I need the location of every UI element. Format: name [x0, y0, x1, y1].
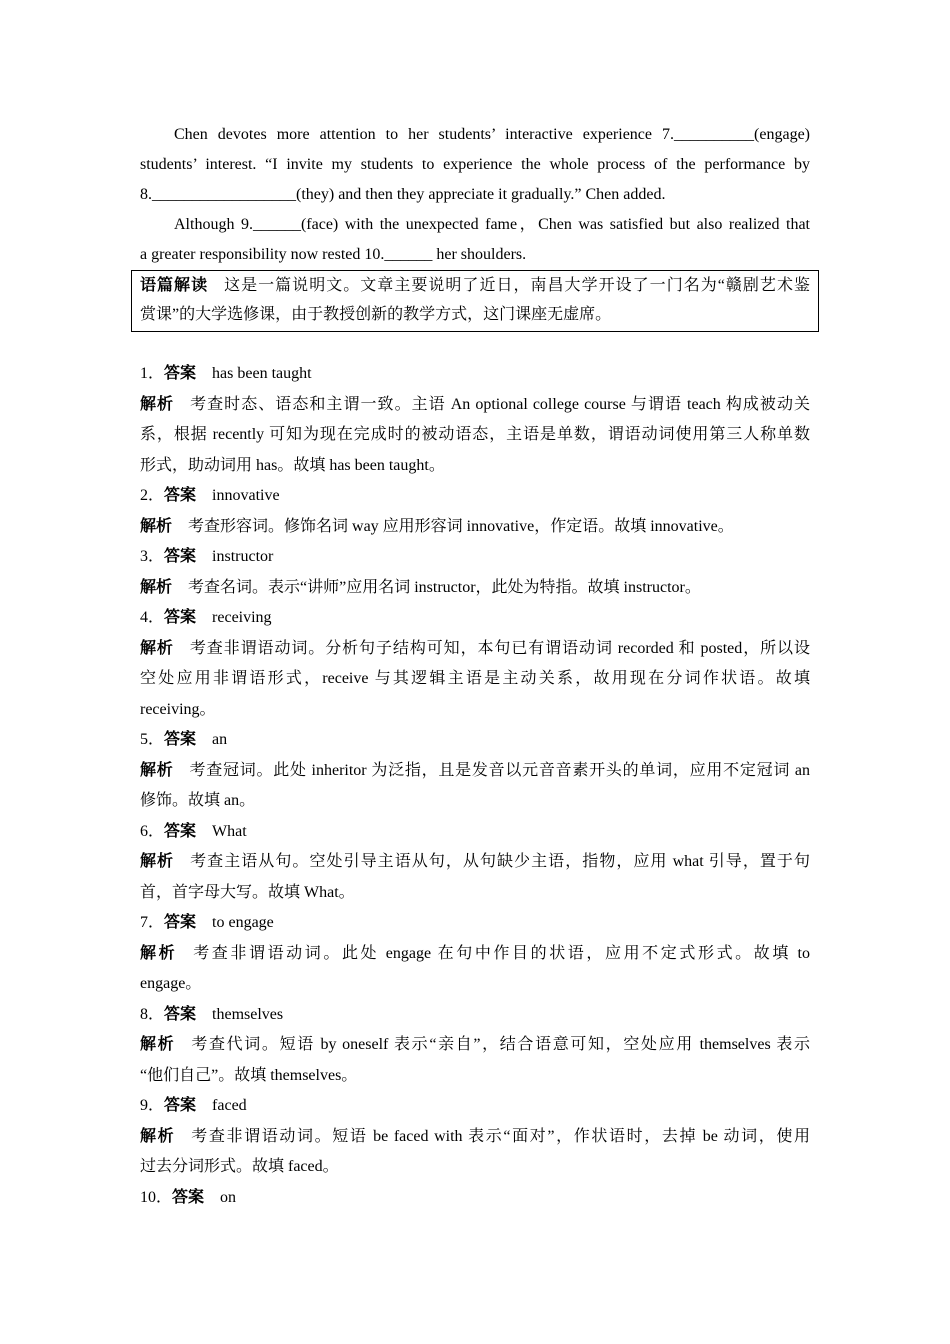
analysis-text: 考查非谓语动词。分析句子结构可知，本句已有谓语动词 recorded 和 posted，所以设: [189, 639, 810, 657]
answer-number: 2．: [140, 487, 165, 504]
analysis-line: [140, 512, 810, 543]
answer-item: [140, 603, 810, 725]
answer-item: [140, 1183, 810, 1214]
answer-line: [140, 1000, 810, 1031]
answer-value: to engage: [212, 914, 274, 931]
answer-label: 答案: [164, 548, 197, 565]
answer-line: [140, 359, 810, 390]
answer-number: 1．: [140, 365, 165, 382]
analysis-label: 解析: [140, 639, 174, 657]
answer-number: 9．: [140, 1097, 165, 1114]
answer-item: [140, 481, 810, 542]
analysis-line: 过去分词形式。故填 faced。: [140, 1158, 339, 1175]
answer-label: 答案: [172, 1188, 205, 1206]
answer-line: [140, 1183, 810, 1214]
answer-number: 7．: [140, 914, 165, 931]
answer-item: [140, 725, 810, 817]
analysis-label: 解析: [140, 1036, 176, 1053]
answer-line: [140, 603, 810, 634]
analysis-line: 修饰。故填 an。: [140, 792, 256, 809]
analysis-line: 系，根据 recently 可知为现在完成时的被动语态，主语是单数，谓语动词使用第三人称单数: [140, 426, 810, 443]
analysis-line: 空处应用非谓语形式，receive 与其逻辑主语是主动关系，故用现在分词作状语。故填: [140, 670, 810, 687]
answer-line: [140, 481, 810, 512]
answer-line: [140, 542, 810, 573]
answer-number: 4．: [140, 609, 165, 626]
answer-value: themselves: [212, 1005, 284, 1023]
answer-item: [140, 542, 810, 603]
analysis-line: [140, 756, 810, 787]
passage: [140, 120, 810, 270]
analysis-line: [140, 847, 810, 878]
answer-value: innovative: [212, 487, 280, 504]
answer-item: [140, 817, 810, 909]
answer-number: 10．: [140, 1188, 173, 1206]
analysis-line: 形式，助动词用 has。故填 has been taught。: [140, 456, 445, 474]
answer-value: What: [212, 822, 247, 840]
answer-item: [140, 359, 810, 481]
analysis-text: 考查名词。表示“讲师”应用名词 instructor，此处为特指。故填 instructor。: [188, 578, 701, 596]
passage-line: a greater responsibility now rested 10.______ her shoulders.: [140, 246, 527, 263]
summary-line: 赏课”的大学选修课，由于教授创新的教学方式，这门课座无虚席。: [140, 306, 612, 323]
answer-value: faced: [212, 1097, 247, 1114]
passage-line: Chen devotes more attention to her students’ interactive experience 7.__________(engage): [174, 126, 810, 143]
analysis-text: 考查非谓语动词。短语 be faced with 表示“面对”，作状语时，去掉 be 动词，使用: [191, 1127, 810, 1145]
answer-label: 答案: [164, 365, 197, 382]
analysis-line: [140, 1122, 810, 1153]
answer-value: an: [212, 731, 228, 748]
passage-line: 8.__________________(they) and then they appreciate it gradually.” Chen added.: [140, 186, 666, 203]
answer-value: on: [220, 1188, 237, 1206]
analysis-label: 解析: [140, 944, 178, 962]
answer-value: receiving: [212, 609, 272, 626]
answer-item: [140, 1091, 810, 1183]
answer-number: 8．: [140, 1005, 165, 1023]
answer-value: instructor: [212, 548, 274, 565]
answer-label: 答案: [164, 487, 197, 504]
analysis-line: 首，首字母大写。故填 What。: [140, 883, 355, 901]
answer-item: [140, 1000, 810, 1092]
analysis-line: receiving。: [140, 700, 216, 718]
answer-number: 3．: [140, 548, 165, 565]
answer-label: 答案: [164, 822, 197, 840]
analysis-line: [140, 634, 810, 665]
analysis-line: [140, 573, 810, 604]
answer-line: [140, 1091, 810, 1122]
analysis-text: 考查代词。短语 by oneself 表示“亲自”，结合语意可知，空处应用 themselves 表示: [191, 1036, 810, 1053]
analysis-text: 考查冠词。此处 inheritor 为泛指，且是发音以元音音素开头的单词，应用不定冠词 an: [189, 761, 810, 779]
answer-number: 6．: [140, 822, 165, 840]
answer-label: 答案: [164, 609, 197, 626]
analysis-text: 考查主语从句。空处引导主语从句，从句缺少主语，指物，应用 what 引导，置于句: [190, 853, 810, 870]
answer-line: [140, 817, 810, 848]
analysis-line: [140, 939, 810, 970]
analysis-line: “他们自己”。故填 themselves。: [140, 1066, 358, 1084]
summary-text: 这是一篇说明文。文章主要说明了近日，南昌大学开设了一门名为“赣剧艺术鉴: [224, 277, 810, 294]
answer-label: 答案: [164, 1005, 197, 1023]
analysis-label: 解析: [140, 853, 175, 870]
answer-label: 答案: [164, 731, 197, 748]
summary-label: 语篇解读: [140, 277, 209, 294]
answer-line: [140, 725, 810, 756]
answer-label: 答案: [164, 1097, 197, 1114]
analysis-text: 考查形容词。修饰名词 way 应用形容词 innovative，作定语。故填 innovative。: [188, 517, 734, 535]
answer-key: [140, 359, 810, 1213]
passage-paragraph: [140, 120, 810, 210]
analysis-label: 解析: [140, 761, 174, 779]
answer-line: [140, 908, 810, 939]
summary-line: [140, 271, 810, 300]
passage-paragraph: [140, 210, 810, 270]
analysis-line: [140, 1030, 810, 1061]
passage-summary-box: [131, 270, 819, 332]
answer-value: has been taught: [212, 365, 312, 382]
answer-label: 答案: [164, 914, 197, 931]
analysis-label: 解析: [140, 517, 173, 535]
answer-item: [140, 908, 810, 1000]
passage-line: students’ interest. “I invite my students to experience the whole process of the performance by: [140, 156, 810, 173]
analysis-line: engage。: [140, 975, 202, 992]
analysis-label: 解析: [140, 578, 173, 596]
analysis-line: [140, 390, 810, 421]
analysis-text: 考查时态、语态和主谓一致。主语 An optional college course 与谓语 teach 构成被动关: [190, 395, 810, 413]
analysis-label: 解析: [140, 1127, 176, 1145]
analysis-text: 考查非谓语动词。此处 engage 在句中作目的状语，应用不定式形式。故填 to: [193, 944, 810, 962]
analysis-label: 解析: [140, 395, 175, 413]
answer-number: 5．: [140, 731, 165, 748]
passage-line: Although 9.______(face) with the unexpected fame，Chen was satisfied but also realized that: [174, 216, 810, 233]
